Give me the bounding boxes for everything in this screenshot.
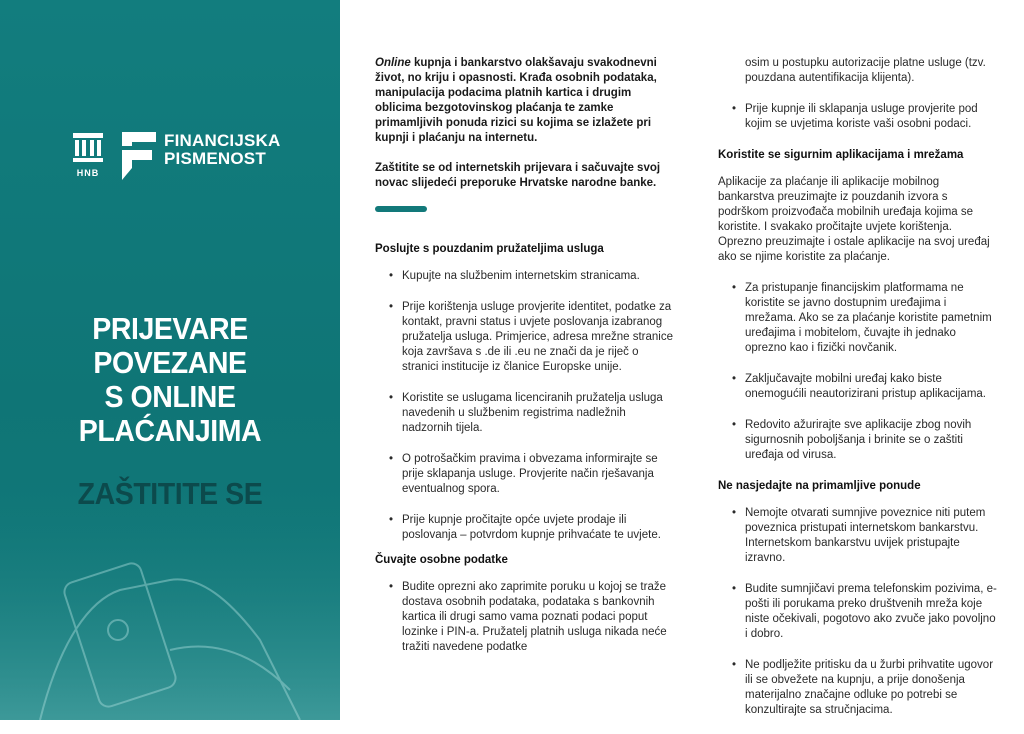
list-item: • Redovito ažurirajte sve aplikacije zbog novih sigurnosnih poboljšanja i brinite se o zaštiti uređaja od virusa. <box>718 418 998 463</box>
section-title-secure-apps: Koristite se sigurnim aplikacijama i mrežama <box>718 149 964 161</box>
intro-italic-word: Online <box>375 57 411 69</box>
list-item: • Za pristupanje financijskim platformama ne koristite se javno dostupnim uređajima i mrežama. Ako se za plaćanje koristite pametnim uređajima i mobitelom, čuvajte ih jednako oprezno kao i fizički novčanik. <box>718 281 998 356</box>
text-column-2 <box>718 56 998 734</box>
section-title-personal-data: Čuvajte osobne podatke <box>375 554 508 566</box>
fp-mark-icon <box>122 132 156 180</box>
section-title-providers: Poslujte s pouzdanim pružateljima usluga <box>375 243 604 255</box>
list-item: • Nemojte otvarati sumnjive poveznice niti putem poveznica pristupati internetskom bankarstvu. Internetskom bankarstvu uvijek pristupajte izravno. <box>718 506 998 566</box>
list-item: • Prije kupnje ili sklapanja usluge provjerite pod kojim se uvjetima koriste vaši osobni podaci. <box>718 102 998 132</box>
list-item: • Budite sumnjičavi prema telefonskim pozivima, e-pošti ili porukama preko društvenih mreža koje niste očekivali, pogotovo ako zvuče jako povoljno i dobro. <box>718 582 998 642</box>
cover-title-block <box>0 312 340 512</box>
brand-name <box>164 132 281 168</box>
list-item: • Prije korištenja usluge provjerite identitet, podatke za kontakt, pravni status i uvjete poslovanja izabranog pružatelja usluga. Primjerice, adresa mrežne stranice koja završava s .de ili .eu ne znači da je riječ o stranici institucije iz članice Europske unije. <box>375 300 675 375</box>
list-item: • Kupujte na službenim internetskim stranicama. <box>375 269 675 284</box>
personal-data-list-continued <box>718 56 998 132</box>
cover-subtitle: ZAŠTITITE SE <box>77 476 263 511</box>
intro-text: kupnja i bankarstvo olakšavaju svakodnevni život, no kriju i opasnosti. Krađa osobnih podataka, manipulacija podacima platnih kartica i drugim oblicima bezgotovinskog plaćanja te zamke primamljivih ponuda rizici su kojima se izlažete pri kupnji i plaćanju na internetu. <box>375 57 657 144</box>
intro-paragraph-2: Zaštitite se od internetskih prijevara i sačuvajte svoj novac slijedeći preporuke Hrvatske narodne banke. <box>375 162 661 189</box>
list-item: • Budite oprezni ako zaprimite poruku u kojoj se traže dostava osobnih podataka, podataka s bankovnih kartica ili drugi samo vama poznati podaci poput lozinke i PIN-a. Pružatelj platnih usluga nikada neće tražiti navedene podatke <box>375 580 675 655</box>
cover-title-line-1: PRIJEVARE POVEZANE <box>92 311 248 380</box>
financial-literacy-logo <box>122 132 281 180</box>
list-item: • Zaključavajte mobilni uređaj kako biste onemogućili neautorizirani pristup aplikacijama. <box>718 372 998 402</box>
logos <box>70 130 281 180</box>
brand-line-1: FINANCIJSKA <box>164 131 281 150</box>
personal-data-list <box>375 580 675 655</box>
secure-apps-paragraph: Aplikacije za plaćanje ili aplikacije mobilnog bankarstva preuzimajte iz pouzdanih izvora s podrškom proizvođača mobilnih uređaja kojima se koristite. I svakako pročitajte uvjete korištenja. Oprezno preuzimajte i ostale aplikacije na svoj uređaj ako se njime koristite za plaćanje. <box>718 176 990 263</box>
hnb-label: HNB <box>76 168 100 178</box>
cover-title-line-2: S ONLINE PLAĆANJIMA <box>78 379 262 448</box>
secure-apps-list <box>718 281 998 463</box>
list-item: • Ne podlježite pritisku da u žurbi prihvatite ugovor ili se obvežete na kupnju, a prije donošenja materijalno značajne odluke po potrebi se konzultirajte sa stručnjacima. <box>718 658 998 718</box>
brand-line-2: PISMENOST <box>164 149 266 168</box>
cover-panel <box>0 0 340 720</box>
text-column-1 <box>375 56 675 671</box>
list-item: • Prije kupnje pročitajte opće uvjete prodaje ili poslovanja – potvrdom kupnje prihvaćate te uvjete. <box>375 513 675 543</box>
intro-paragraph <box>375 56 675 146</box>
list-item: • O potrošačkim pravima i obvezama informirajte se prije sklapanja usluge. Provjerite način rješavanja eventualnog spora. <box>375 452 675 497</box>
list-item-continuation: osim u postupku autorizacije platne usluge (tzv. pouzdana autentifikacija klijenta). <box>745 57 986 84</box>
list-item: • Koristite se uslugama licenciranih pružatelja usluga navedenih u službenim registrima nadležnih nadzornih tijela. <box>375 391 675 436</box>
hnb-logo <box>70 130 106 178</box>
accent-divider <box>375 206 427 212</box>
offers-list <box>718 506 998 718</box>
providers-list <box>375 269 675 543</box>
cover-title <box>14 312 327 448</box>
bank-building-icon <box>71 130 105 164</box>
section-title-offers: Ne nasjedajte na primamljive ponude <box>718 480 921 492</box>
